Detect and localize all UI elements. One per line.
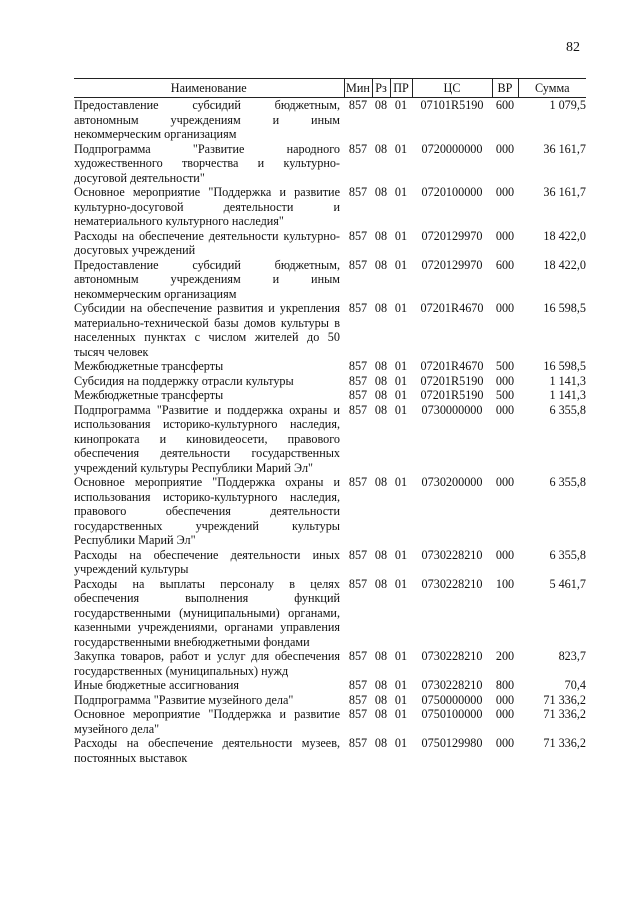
table-row [74,258,586,302]
row-pr: 01 [394,736,408,750]
row-sum: 36 161,7 [543,141,586,156]
row-vr: 000 [495,692,515,707]
row-pr: 01 [394,707,408,721]
row-pr: 01 [394,141,408,156]
row-min: 857 [348,359,368,373]
row-sum: 1 141,3 [549,373,586,388]
row-vr: 000 [495,475,515,489]
row-pr: 01 [394,475,408,489]
row-pr: 01 [394,228,408,243]
row-min: 857 [348,373,368,388]
row-cs: 07101R5190 [420,98,484,112]
page-number: 82 [566,40,580,55]
header-min: Мин [344,79,372,98]
row-sum: 18 422,0 [543,257,586,272]
table-row [74,707,586,736]
row-vr: 000 [495,736,515,750]
row-name: Расходы на обеспечение деятельности иных учреждений культуры [74,547,340,576]
row-vr: 500 [495,388,515,402]
row-sum: 1 079,5 [549,98,586,112]
row-vr: 000 [495,707,515,721]
row-cs: 0750129980 [421,736,483,750]
table-row [74,548,586,577]
row-rz: 08 [374,228,388,243]
row-sum: 1 141,3 [549,388,586,402]
row-sum: 16 598,5 [543,301,586,315]
row-sum: 70,4 [564,678,586,692]
row-sum: 6 355,8 [549,402,586,417]
row-rz: 08 [374,141,388,156]
row-name: Основное мероприятие "Поддержка охраны и использования историко-культурного наследия, правового обеспечения деятельности государственных учреждений культуры Республики Марий Эл" [74,475,340,547]
row-name: Подпрограмма "Развитие и поддержка охраны и использования историко-культурного наследия, кинопроката и киновидеосети, правового обеспечения деятельности государственных учреждений культуры Республики Марий Эл" [74,402,340,475]
row-min: 857 [348,402,368,417]
table-row [74,185,586,229]
header-vr: ВР [492,79,518,98]
row-rz: 08 [374,475,388,489]
row-sum: 16 598,5 [543,359,586,373]
row-name: Расходы на обеспечение деятельности музеев, постоянных выставок [74,736,340,765]
row-vr: 500 [495,359,515,373]
row-rz: 08 [374,98,388,112]
row-min: 857 [348,388,368,402]
row-sum: 71 336,2 [543,736,586,750]
row-rz: 08 [374,547,388,562]
table-row [74,736,586,765]
row-cs: 0730200000 [421,475,483,489]
row-name: Основное мероприятие "Поддержка и развитие культурно-досуговой деятельности и нематериального культурного наследия" [74,185,340,228]
row-rz: 08 [374,359,388,373]
row-pr: 01 [394,359,408,373]
header-cs: ЦС [412,79,492,98]
row-cs: 07201R4670 [420,359,484,373]
row-cs: 0720129970 [421,257,483,272]
row-rz: 08 [374,185,388,199]
row-pr: 01 [394,678,408,692]
row-vr: 000 [495,373,515,388]
row-pr: 01 [394,373,408,388]
table-row [74,359,586,374]
row-cs: 0720100000 [421,185,483,199]
row-vr: 000 [495,141,515,156]
row-vr: 200 [495,649,515,663]
row-min: 857 [348,649,368,663]
row-vr: 100 [495,576,515,591]
row-pr: 01 [394,257,408,272]
row-pr: 01 [394,547,408,562]
row-vr: 600 [495,98,515,112]
row-sum: 36 161,7 [543,185,586,199]
row-cs: 0730228210 [421,547,483,562]
row-name: Иные бюджетные ассигнования [74,678,240,692]
row-rz: 08 [374,301,388,315]
row-min: 857 [348,736,368,750]
row-name: Подпрограмма "Развитие музейного дела" [74,692,294,707]
row-vr: 800 [495,678,515,692]
table-row [74,577,586,650]
row-cs: 07201R5190 [420,388,484,402]
row-rz: 08 [374,388,388,402]
table-row [74,388,586,403]
row-vr: 600 [495,257,515,272]
row-name: Основное мероприятие "Поддержка и развитие музейного дела" [74,707,340,736]
row-pr: 01 [394,576,408,591]
table-row [74,678,586,693]
table-row [74,98,586,142]
header-pr: ПР [390,79,412,98]
row-pr: 01 [394,649,408,663]
table-row [74,693,586,708]
row-cs: 0720000000 [421,141,483,156]
row-name: Предоставление субсидий бюджетным, автономным учреждениям и иным некоммерческим организациям [74,98,340,141]
row-name: Расходы на обеспечение деятельности культурно-досуговых учреждений [74,228,340,257]
row-cs: 0730000000 [421,402,483,417]
row-min: 857 [348,228,368,243]
row-rz: 08 [374,576,388,591]
row-pr: 01 [394,692,408,707]
table-row [74,142,586,186]
row-min: 857 [348,692,368,707]
row-sum: 823,7 [558,649,586,663]
row-sum: 6 355,8 [549,475,586,489]
header-rz: Рз [372,79,390,98]
row-min: 857 [348,475,368,489]
row-name: Закупка товаров, работ и услуг для обеспечения государственных (муниципальных) нужд [74,649,340,678]
row-name: Межбюджетные трансферты [74,388,224,402]
table-row [74,301,586,359]
row-rz: 08 [374,649,388,663]
row-pr: 01 [394,402,408,417]
row-min: 857 [348,301,368,315]
table-header-row [74,79,586,98]
row-rz: 08 [374,257,388,272]
row-vr: 000 [495,301,515,315]
row-min: 857 [348,678,368,692]
table-row [74,229,586,258]
row-cs: 0750000000 [421,692,483,707]
row-min: 857 [348,547,368,562]
row-min: 857 [348,257,368,272]
row-rz: 08 [374,373,388,388]
row-sum: 71 336,2 [543,692,586,707]
row-rz: 08 [374,678,388,692]
row-cs: 07201R4670 [420,301,484,315]
table-body [74,98,586,766]
row-name: Предоставление субсидий бюджетным, автономным учреждениям и иным некоммерческим организациям [74,257,340,301]
row-min: 857 [348,185,368,199]
table-row [74,649,586,678]
row-rz: 08 [374,402,388,417]
row-min: 857 [348,141,368,156]
row-rz: 08 [374,692,388,707]
row-vr: 000 [495,185,515,199]
row-cs: 0730228210 [421,576,483,591]
row-name: Подпрограмма "Развитие народного художественного творчества и культурно-досуговой деятельности" [74,141,340,185]
row-pr: 01 [394,98,408,112]
row-cs: 0730228210 [421,678,483,692]
row-name: Расходы на выплаты персоналу в целях обеспечения выполнения функций государственными (муниципальными) органами, казенными учреждениями, органами управления государственными внебюджетными фондами [74,576,340,649]
row-cs: 0730228210 [421,649,483,663]
row-name: Субсидии на обеспечение развития и укрепления материально-технической базы домов культуры в населенных пунктах с числом жителей до 50 тысяч человек [74,301,340,359]
row-cs: 0750100000 [421,707,483,721]
row-name: Межбюджетные трансферты [74,359,224,373]
row-cs: 0720129970 [421,228,483,243]
row-pr: 01 [394,301,408,315]
header-name: Наименование [74,79,344,98]
row-vr: 000 [495,402,515,417]
row-sum: 18 422,0 [543,228,586,243]
row-cs: 07201R5190 [420,373,484,388]
row-pr: 01 [394,185,408,199]
row-vr: 000 [495,228,515,243]
table-row [74,403,586,476]
row-rz: 08 [374,707,388,721]
row-name: Субсидия на поддержку отрасли культуры [74,373,294,388]
budget-table [74,78,586,765]
row-vr: 000 [495,547,515,562]
row-min: 857 [348,707,368,721]
row-sum: 71 336,2 [543,707,586,721]
row-min: 857 [348,98,368,112]
row-pr: 01 [394,388,408,402]
row-sum: 5 461,7 [549,576,586,591]
row-rz: 08 [374,736,388,750]
header-sum: Сумма [518,79,586,98]
row-sum: 6 355,8 [549,547,586,562]
row-min: 857 [348,576,368,591]
table-row [74,374,586,389]
table-row [74,475,586,548]
